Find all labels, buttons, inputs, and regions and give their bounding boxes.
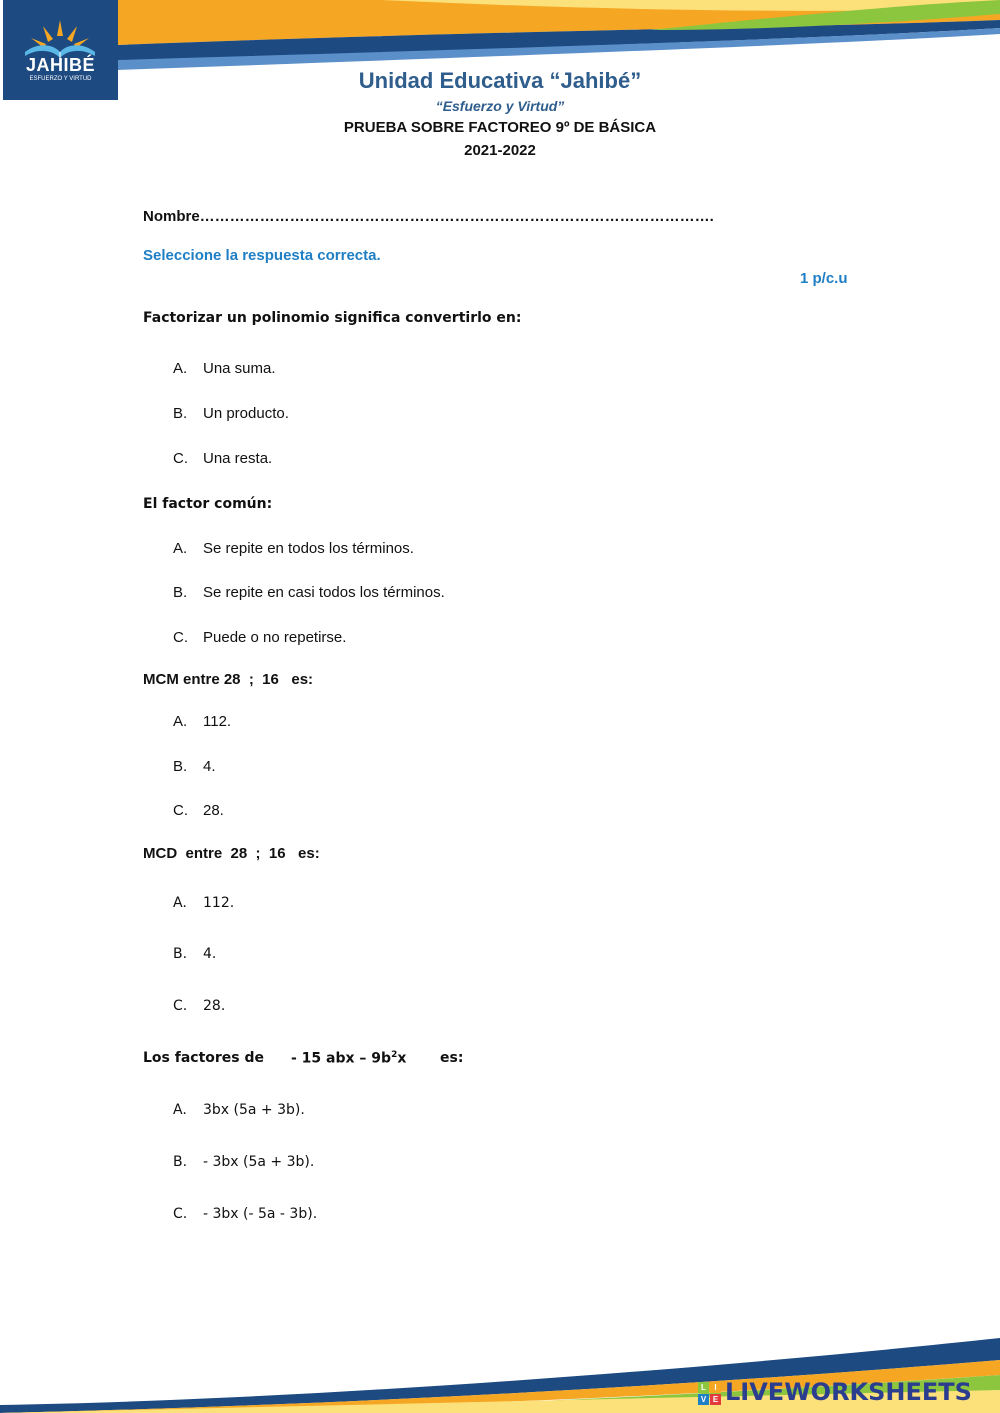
question-2-option-b[interactable] bbox=[173, 584, 445, 601]
question-4-option-a[interactable] bbox=[173, 895, 234, 911]
points-value: 1 p/c.u bbox=[800, 270, 848, 287]
option-text: 28. bbox=[203, 802, 224, 819]
question-2-prompt: El factor común: bbox=[143, 496, 273, 512]
option-letter: B. bbox=[173, 1154, 188, 1170]
prompt-prefix: Los factores de bbox=[143, 1050, 265, 1066]
question-4-prompt: MCD entre 28 ; 16 es: bbox=[143, 845, 320, 862]
option-letter: C. bbox=[173, 1206, 188, 1222]
liveworksheets-watermark: LIVEWORKSHEETS bbox=[725, 1378, 972, 1406]
question-1-option-a[interactable] bbox=[173, 360, 276, 377]
option-letter: B. bbox=[173, 758, 188, 775]
question-3-option-a[interactable] bbox=[173, 713, 231, 730]
question-2-option-a[interactable] bbox=[173, 540, 414, 557]
option-text: 4. bbox=[203, 946, 217, 962]
option-letter: C. bbox=[173, 450, 188, 467]
question-1-option-b[interactable] bbox=[173, 405, 289, 422]
school-motto: “Esfuerzo y Virtud” bbox=[435, 98, 565, 114]
option-letter: B. bbox=[173, 584, 188, 601]
option-letter: A. bbox=[173, 540, 188, 557]
question-3-prompt: MCM entre 28 ; 16 es: bbox=[143, 671, 314, 688]
question-4-option-c[interactable] bbox=[173, 998, 225, 1014]
option-letter: B. bbox=[173, 405, 188, 422]
option-letter: C. bbox=[173, 998, 188, 1014]
question-5-option-c[interactable] bbox=[173, 1206, 317, 1222]
option-text: 28. bbox=[203, 998, 226, 1014]
logo-tagline: ESFUERZO Y VIRTUD bbox=[29, 76, 92, 82]
option-text: 112. bbox=[203, 895, 235, 911]
option-letter: C. bbox=[173, 629, 188, 646]
instructions: Seleccione la respuesta correcta. bbox=[143, 247, 381, 264]
option-text: Se repite en casi todos los términos. bbox=[203, 584, 445, 601]
question-1-option-c[interactable] bbox=[173, 450, 272, 467]
option-text: Una resta. bbox=[203, 450, 273, 467]
option-text: - 3bx (- 5a - 3b). bbox=[203, 1206, 318, 1222]
option-letter: A. bbox=[173, 360, 188, 377]
option-text: 3bx (5a + 3b). bbox=[203, 1102, 305, 1118]
option-letter: C. bbox=[173, 802, 188, 819]
badge-cell: I bbox=[710, 1382, 721, 1393]
option-letter: A. bbox=[173, 1102, 187, 1118]
option-letter: A. bbox=[173, 713, 188, 730]
option-text: Puede o no repetirse. bbox=[203, 629, 347, 646]
question-5-option-a[interactable] bbox=[173, 1102, 305, 1118]
badge-cell: V bbox=[698, 1394, 709, 1405]
option-text: - 3bx (5a + 3b). bbox=[203, 1154, 315, 1170]
question-2-option-c[interactable] bbox=[173, 629, 346, 646]
option-text: Se repite en todos los términos. bbox=[203, 540, 414, 557]
option-letter: B. bbox=[173, 946, 188, 962]
question-1-prompt: Factorizar un polinomio significa convertirlo en: bbox=[143, 310, 522, 326]
badge-cell: E bbox=[710, 1394, 721, 1405]
logo-name: JAHIBÉ bbox=[25, 55, 95, 75]
prompt-suffix: es: bbox=[440, 1050, 464, 1066]
prompt-expression: - 15 abx – $9b^2x$ bbox=[291, 1050, 407, 1067]
test-title: PRUEBA SOBRE FACTOREO 9º DE BÁSICA bbox=[343, 119, 657, 136]
badge-cell: L bbox=[698, 1382, 709, 1393]
question-3-option-b[interactable] bbox=[173, 758, 216, 775]
name-field[interactable]: Nombre…………………………………………………………………………………………. bbox=[143, 208, 714, 225]
option-text: 112. bbox=[203, 713, 232, 730]
option-text: 4. bbox=[203, 758, 216, 775]
option-letter: A. bbox=[173, 895, 187, 911]
question-3-option-c[interactable] bbox=[173, 802, 224, 819]
question-5-prompt bbox=[143, 1050, 543, 1066]
question-5-option-b[interactable] bbox=[173, 1154, 314, 1170]
option-text: Una suma. bbox=[203, 360, 276, 377]
question-4-option-b[interactable] bbox=[173, 946, 216, 962]
school-year: 2021-2022 bbox=[464, 142, 536, 159]
option-text: Un producto. bbox=[203, 405, 289, 422]
school-name: Unidad Educativa “Jahibé” bbox=[358, 68, 642, 93]
liveworksheets-badge bbox=[698, 1382, 722, 1406]
